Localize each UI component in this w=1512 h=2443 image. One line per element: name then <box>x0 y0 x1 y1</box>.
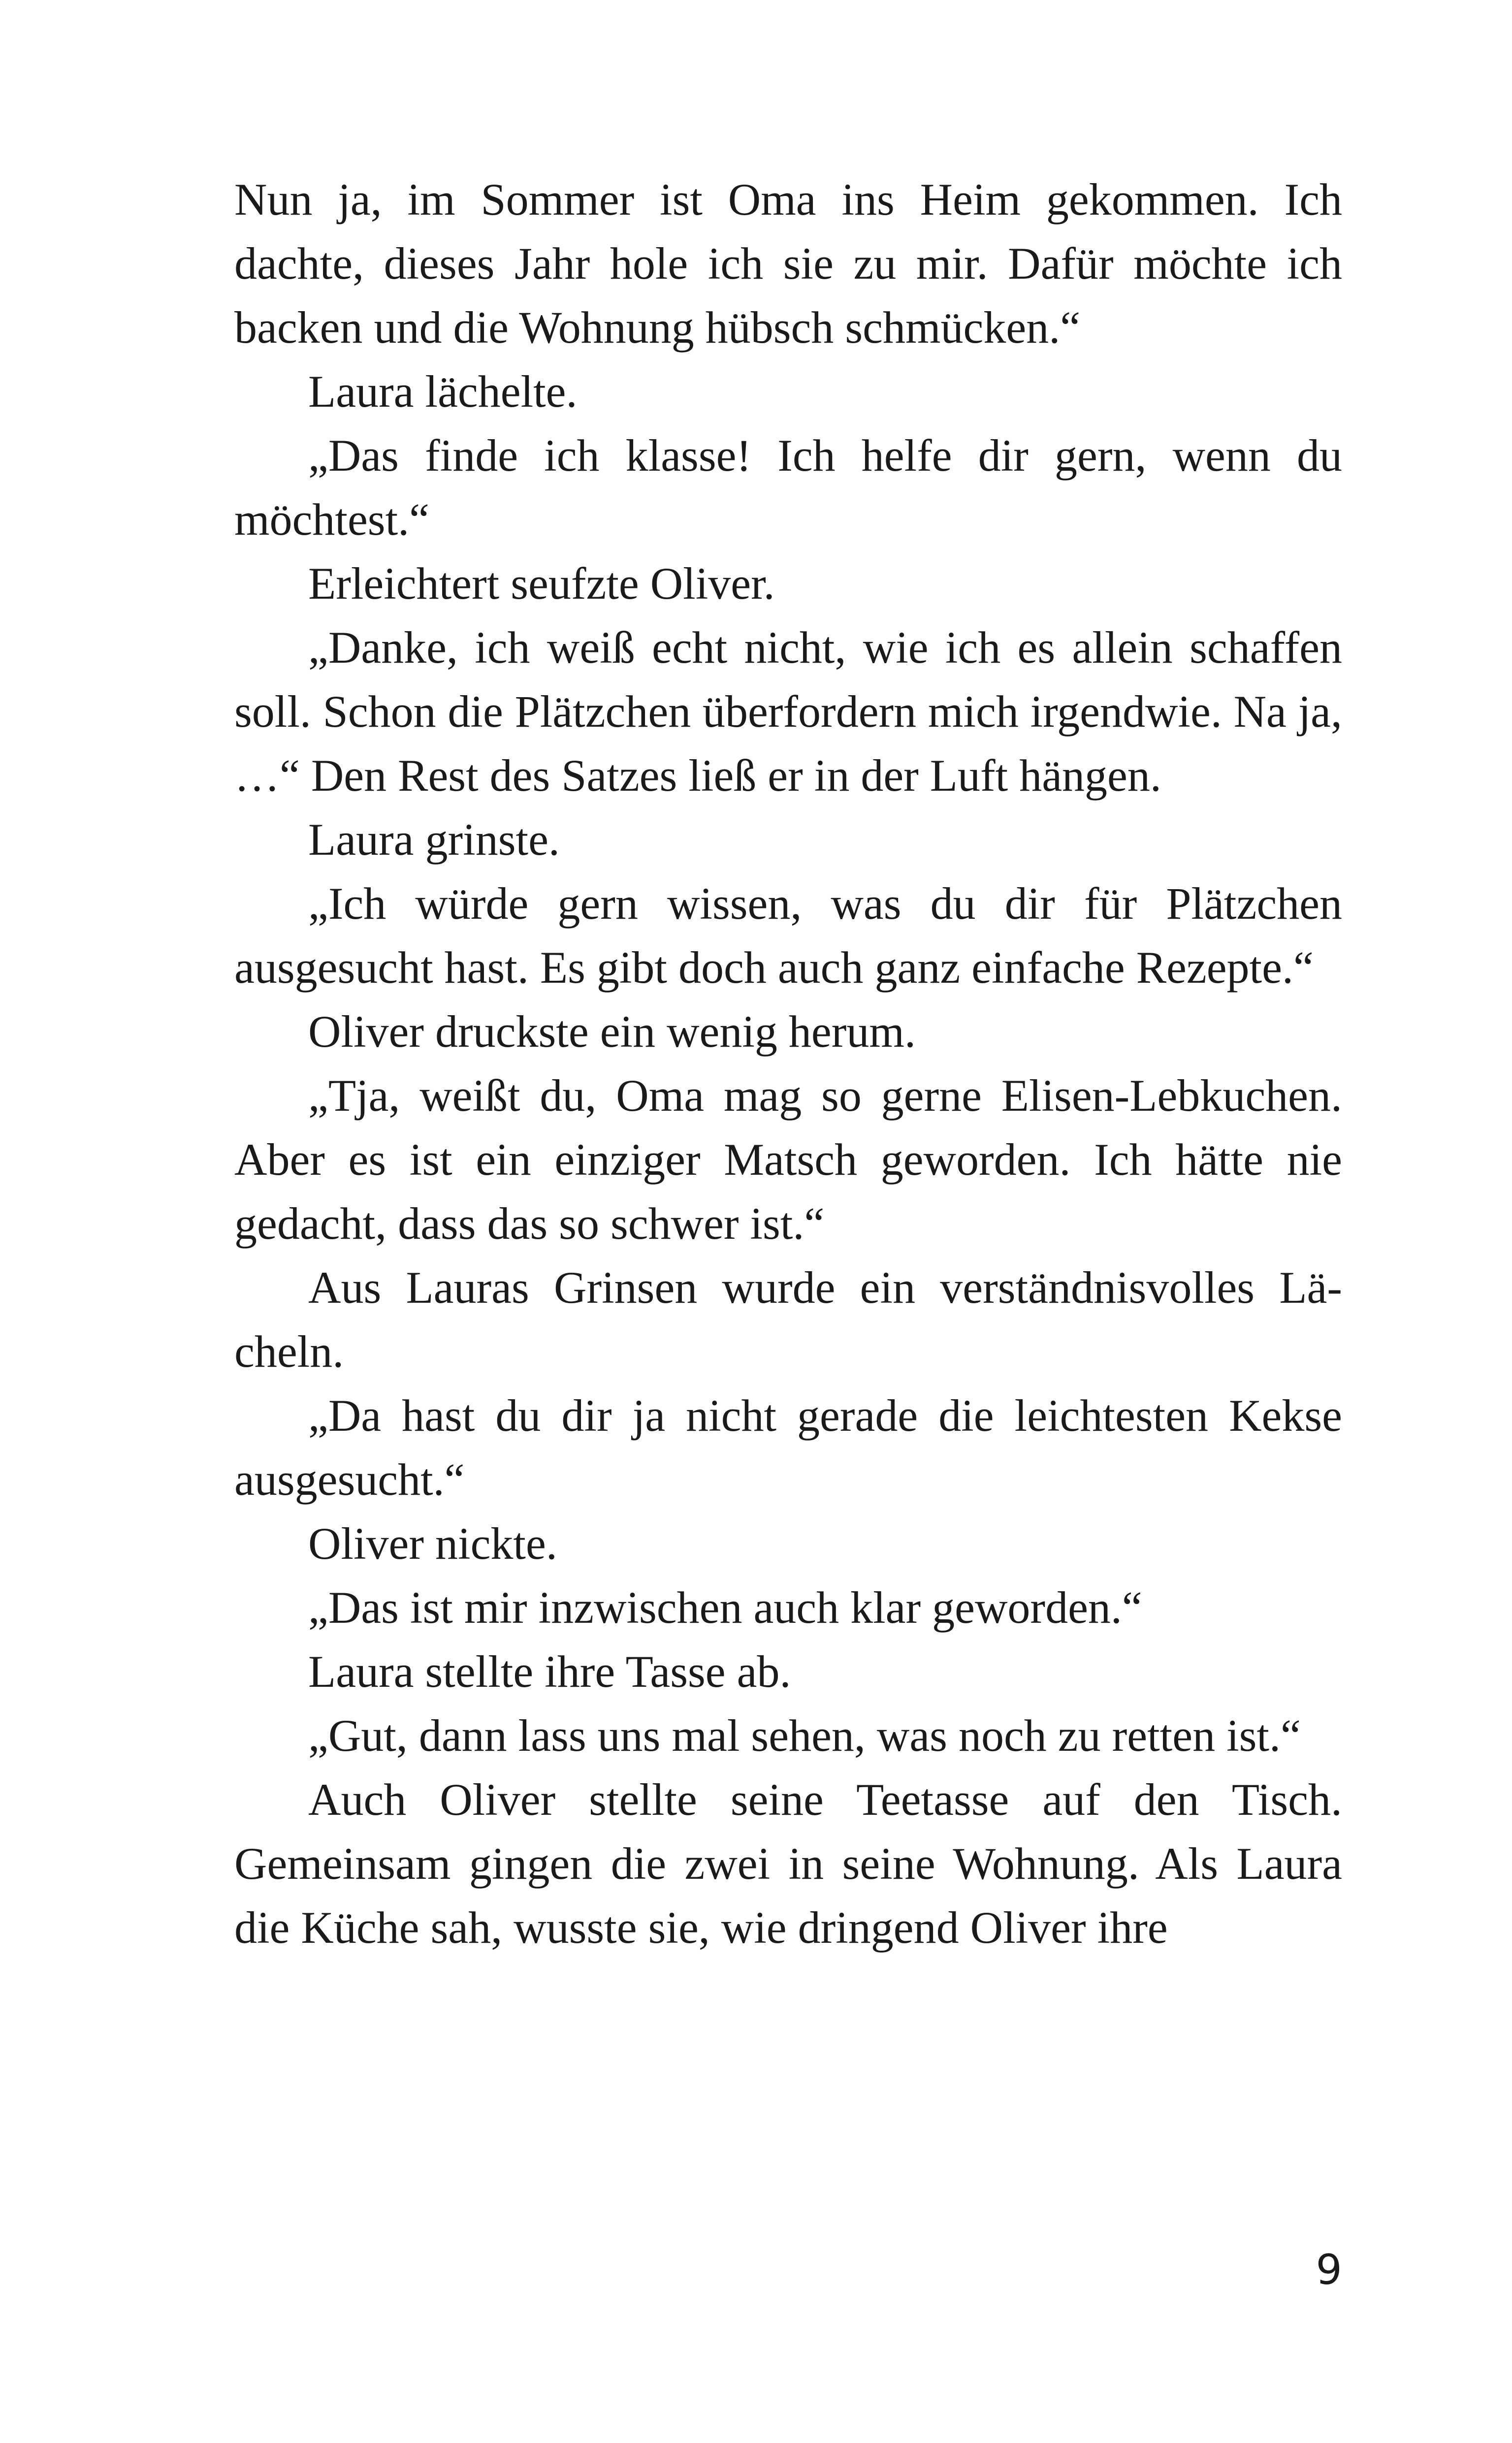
paragraph: „Da hast du dir ja nicht gerade die leichtesten Kekse ausgesucht.“ <box>234 1390 1342 1505</box>
paragraph: Erleichtert seufzte Oliver. <box>308 558 775 609</box>
paragraph: „Das ist mir inzwischen auch klar geworden.“ <box>308 1582 1142 1633</box>
paragraph: Nun ja, im Sommer ist Oma ins Heim gekommen. Ich dachte, dieses Jahr hole ich sie zu mir. Dafür möchte ich backen und die Wohnung hübsch schmücken.“ <box>234 174 1342 353</box>
paragraph: Laura lächelte. <box>308 366 578 417</box>
paragraph: Laura stellte ihre Tasse ab. <box>308 1646 791 1697</box>
paragraph: Auch Oliver stellte seine Teetasse auf den Tisch. Gemeinsam gingen die zwei in seine Wohnung. Als Laura die Küche sah, wusste sie, wie dringend Oliver ihre <box>234 1774 1342 1953</box>
paragraph: „Tja, weißt du, Oma mag so gerne Elisen-Lebkuchen. Aber es ist ein einziger Matsch geworden. Ich hätte nie gedacht, dass das so schwer ist.“ <box>234 1070 1342 1249</box>
paragraph: „Das finde ich klasse! Ich helfe dir gern, wenn du möchtest.“ <box>234 430 1342 545</box>
body-text <box>234 167 1342 1960</box>
paragraph: Aus Lauras Grinsen wurde ein verständnisvolles Lächeln. <box>234 1262 1342 1377</box>
paragraph: Oliver druckste ein wenig herum. <box>308 1006 916 1057</box>
paragraph: „Gut, dann lass uns mal sehen, was noch zu retten ist.“ <box>308 1710 1301 1761</box>
paragraph: Oliver nickte. <box>308 1518 557 1569</box>
paragraph: „Ich würde gern wissen, was du dir für Plätzchen ausgesucht hast. Es gibt doch auch ganz einfache Rezepte.“ <box>234 878 1342 993</box>
page-number: 9 <box>1316 2246 1342 2294</box>
paragraph: Laura grinste. <box>308 814 560 865</box>
paragraph: „Danke, ich weiß echt nicht, wie ich es allein schaffen soll. Schon die Plätzchen überfordern mich irgendwie. Na ja, …“ Den Rest des Satzes ließ er in der Luft hängen. <box>234 622 1342 801</box>
